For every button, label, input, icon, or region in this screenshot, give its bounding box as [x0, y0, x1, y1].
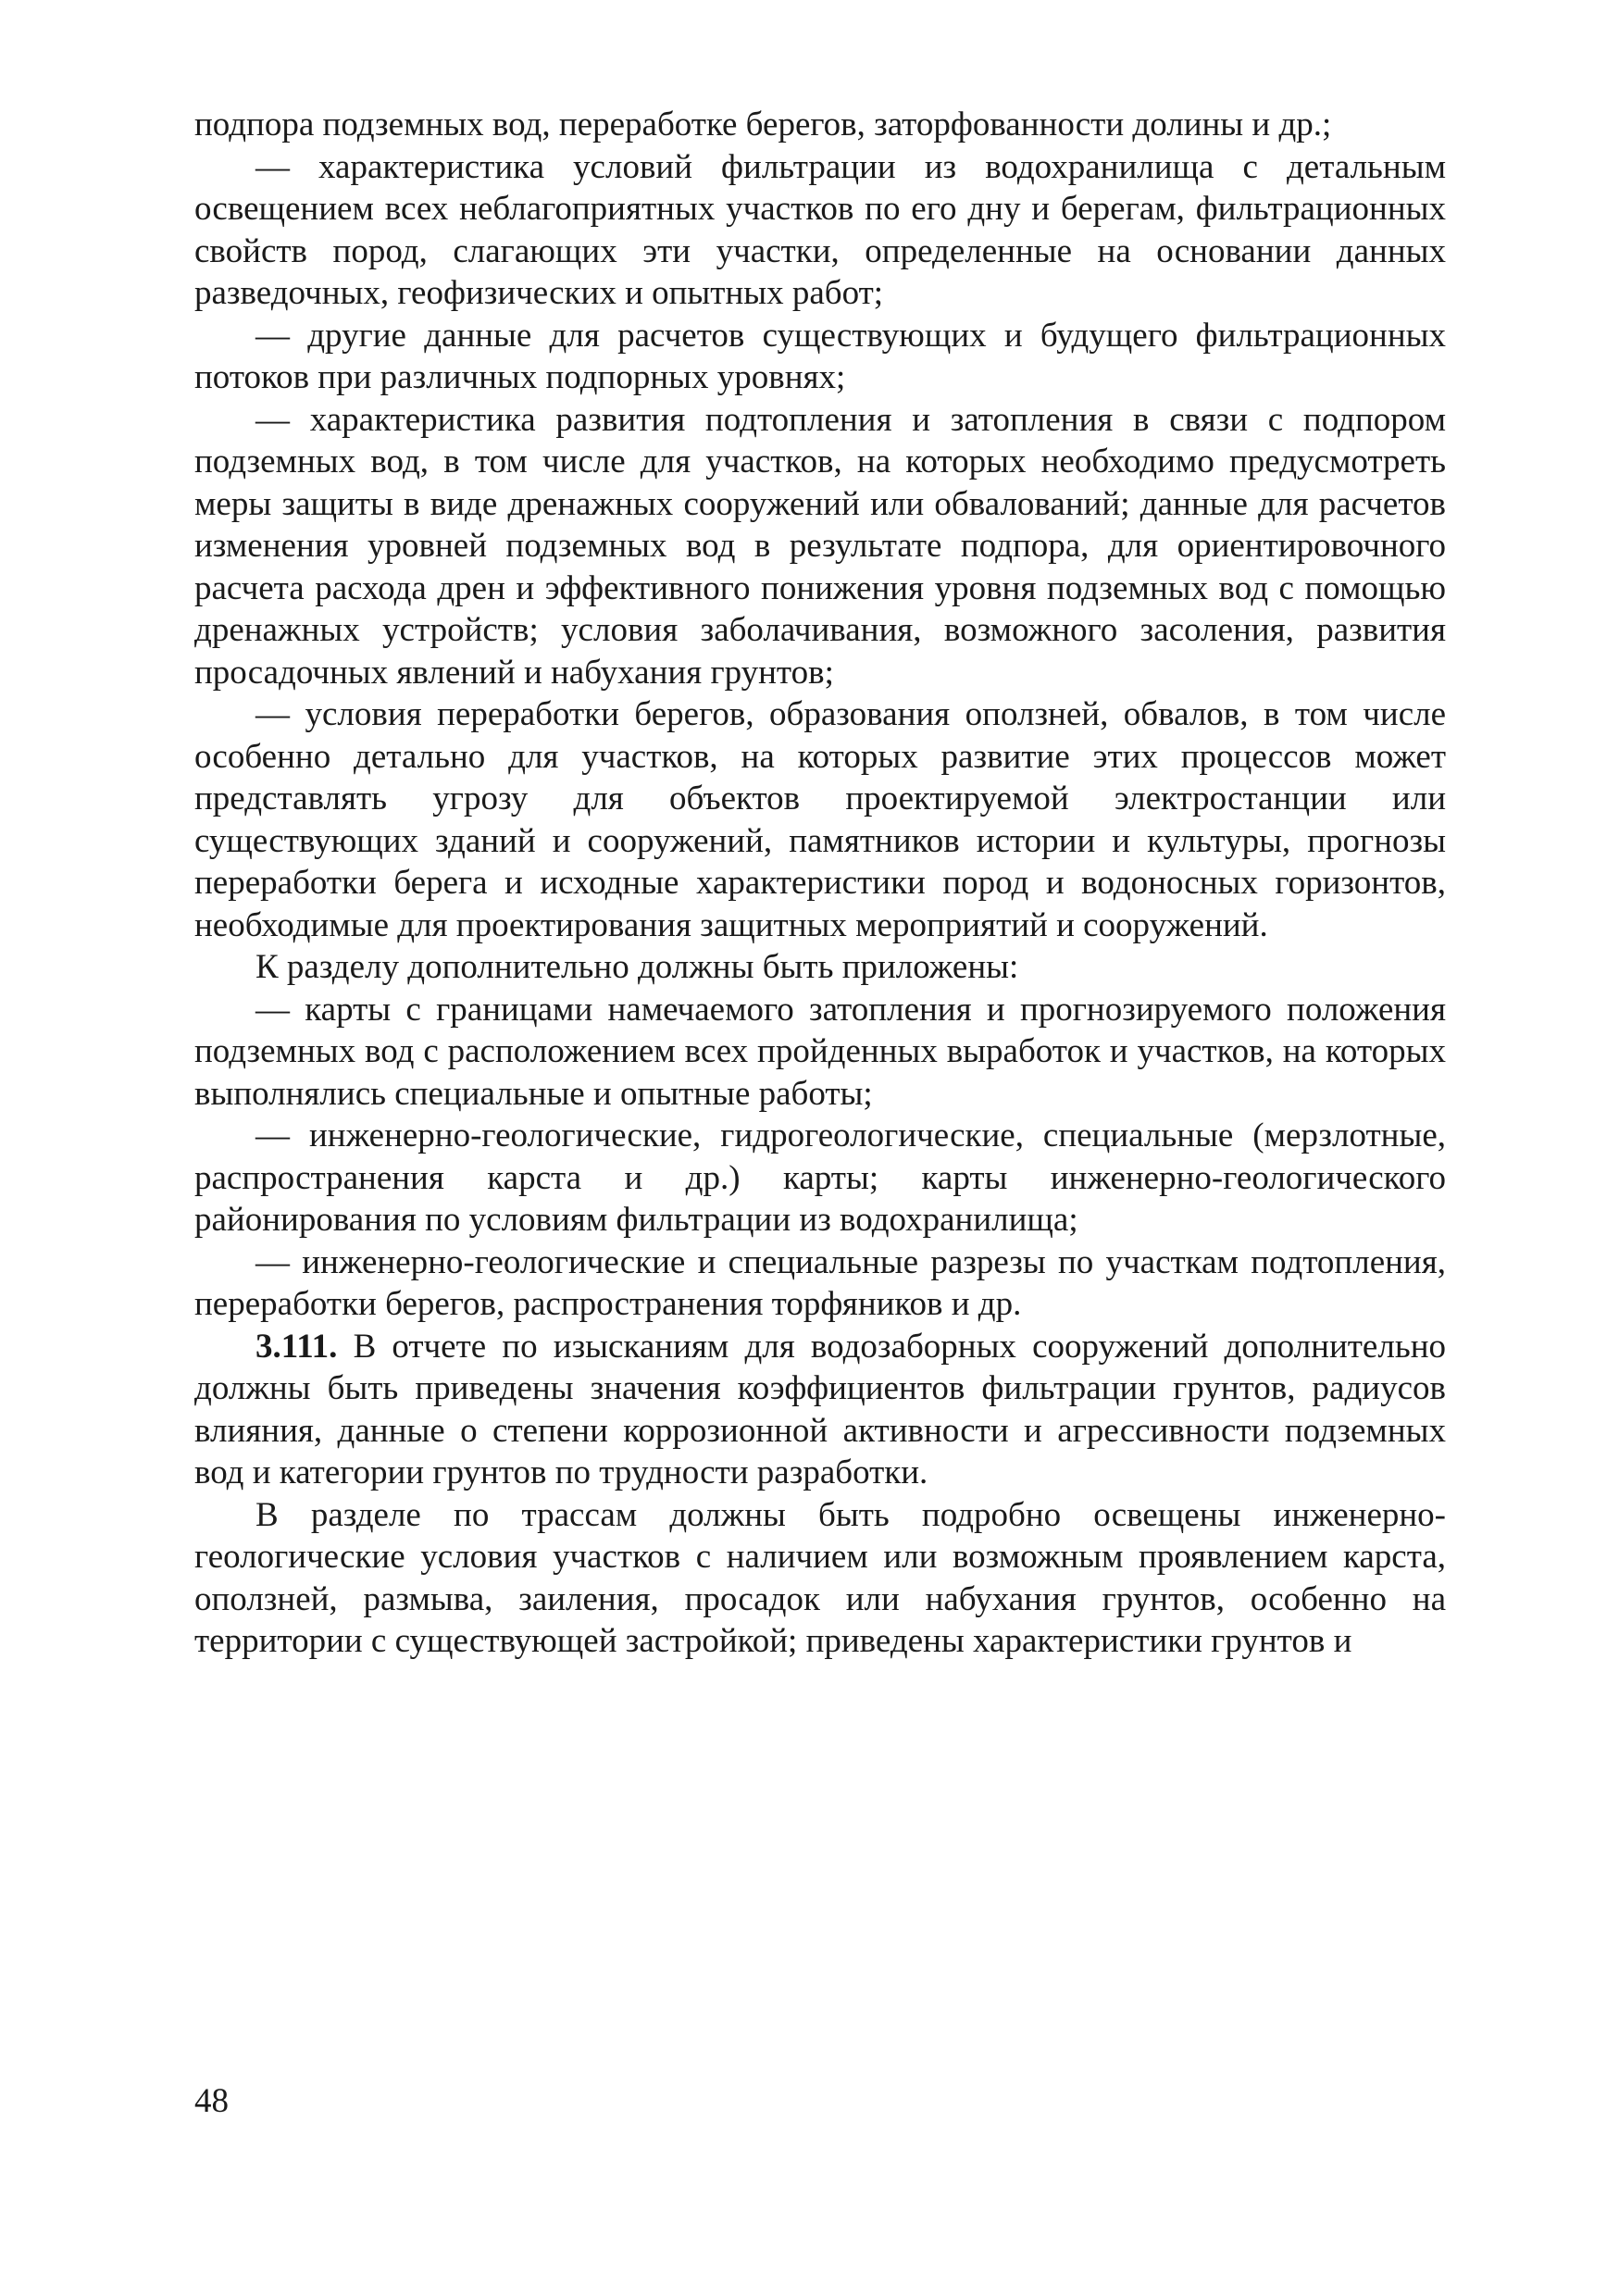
section-text: В отчете по изысканиям для водозаборных сооружений дополнительно должны быть приведены значения коэффициентов фильтрации грунтов, радиусов влияния, данные о степени коррозионной активности и агрессивности подземных вод и категории грунтов по трудности разработки. — [194, 1327, 1446, 1491]
page-number: 48 — [194, 2082, 229, 2120]
paragraph-attachments-intro: К разделу дополнительно должны быть приложены: — [255, 948, 1019, 986]
list-item-maps: — карты с границами намечаемого затопления и прогнозируемого положения подземных вод с расположением всех пройденных выработок и участков, на которых выполнялись специальные и опытные работы; — [194, 990, 1446, 1113]
list-item-flooding: — характеристика развития подтопления и затопления в связи с подпором подземных вод, в том числе для участков, на которых необходимо предусмотреть меры защиты в виде дренажных сооружений или обвалований; данные для расчетов изменения уровней подземных вод в результате подпора, для ориентировочного расчета расхода дрен и эффективного понижения уровня подземных вод с помощью дренажных устройств; условия заболачивания, возможного засоления, развития просадочных явлений и набухания грунтов; — [194, 400, 1446, 692]
list-item-filtration: — характеристика условий фильтрации из водохранилища с детальным освещением всех неблагоприятных участков по его дну и берегам, фильтрационных свойств пород, слагающих эти участки, определенные на основании данных разведочных, геофизических и опытных работ; — [194, 147, 1446, 312]
paragraph-routes: В разделе по трассам должны быть подробно освещены инженерно-геологические условия участков с наличием или возможным проявлением карста, оползней, размыва, заиления, просадок или набухания грунтов, особенно на территории с существующей застройкой; приведены характеристики грунтов и — [194, 1495, 1446, 1660]
list-item-bank-processing: — условия переработки берегов, образования оползней, обвалов, в том числе особенно детально для участков, на которых развитие этих процессов может представлять угрозу для объектов проектируемой электростанции или существующих зданий и сооружений, памятников истории и культуры, прогнозы переработки берега и исходные характеристики пород и водоносных горизонтов, необходимые для проектирования защитных мероприятий и сооружений. — [194, 695, 1446, 944]
paragraph-section-3-111 — [194, 1326, 1446, 1494]
list-item-calculation-data: — другие данные для расчетов существующих и будущего фильтрационных потоков при различных подпорных уровнях; — [194, 316, 1446, 396]
paragraph-continuation: подпора подземных вод, переработке берегов, заторфованности долины и др.; — [194, 106, 1332, 144]
list-item-sections: — инженерно-геологические и специальные разрезы по участкам подтопления, переработки берегов, распространения торфяников и др. — [194, 1242, 1446, 1323]
section-number: 3.111. — [255, 1327, 338, 1366]
document-body — [194, 104, 1446, 1663]
list-item-geological-maps: — инженерно-геологические, гидрогеологические, специальные (мерзлотные, распространения карста и др.) карты; карты инженерно-геологического районирования по условиям фильтрации из водохранилища; — [194, 1117, 1446, 1239]
